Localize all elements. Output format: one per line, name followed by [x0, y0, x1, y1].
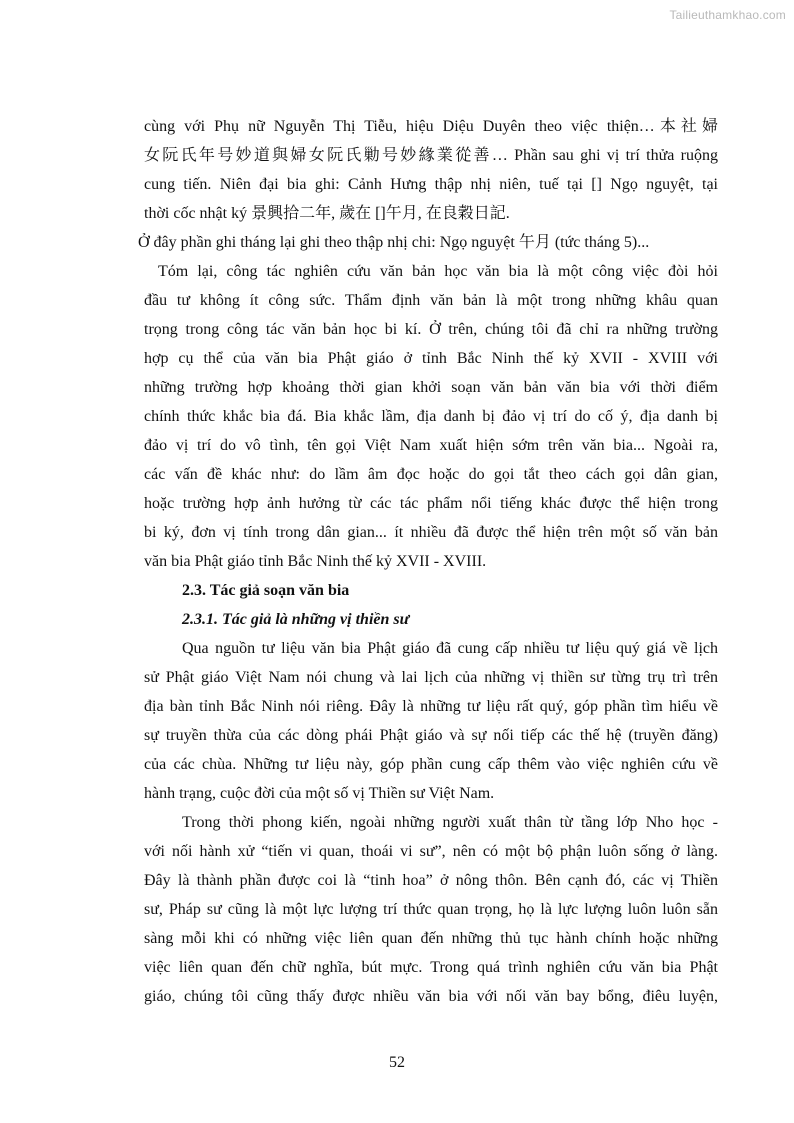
page-number: 52 — [389, 1054, 405, 1071]
text-line: thời cốc nhật ký 景興拾二年, 歲在 []午月, 在良穀日記. — [144, 205, 510, 222]
text-line: đầu tư không ít công sức. Thẩm định văn bản là một trong những khâu quan — [144, 292, 718, 309]
text-line: văn bia Phật giáo tỉnh Bắc Ninh thế kỷ XVII - XVIII. — [144, 553, 487, 570]
text-line: địa bàn tỉnh Bắc Ninh nói riêng. Đây là những tư liệu rất quý, góp phần tìm hiểu về — [144, 698, 718, 715]
text-line: Đây là thành phần được coi là “tinh hoa” ở nông thôn. Bên cạnh đó, các vị Thiền — [144, 872, 718, 889]
text-line: của các chùa. Những tư liệu này, góp phần cung cấp thêm vào việc nghiên cứu về — [144, 756, 718, 773]
subsection-heading: 2.3.1. Tác giả là những vị thiền sư — [182, 611, 410, 628]
text-line: việc liên quan đến chữ nghĩa, bút mực. Trong quá trình nghiên cứu văn bia Phật — [144, 959, 718, 976]
section-heading: 2.3. Tác giả soạn văn bia — [182, 582, 350, 599]
page-body — [138, 112, 718, 1011]
text-line: hợp cụ thể của văn bia Phật giáo ở tỉnh Bắc Ninh thế kỷ XVII - XVIII với — [144, 350, 718, 367]
text-line: sử Phật giáo Việt Nam nói chung và lai lịch của những vị thiền sư từng trụ trì trên — [144, 669, 718, 686]
text-line: giáo, chúng tôi cũng thấy được nhiều văn bia với nối văn bay bổng, điêu luyện, — [144, 988, 718, 1005]
text-line: sư, Pháp sư cũng là một lực lượng trí thức quan trọng, họ là lực lượng luôn luôn sẵn — [144, 901, 718, 918]
text-line: chính thức khắc bia đá. Bia khắc lầm, địa danh bị đảo vị trí do cố ý, địa danh bị — [144, 408, 718, 425]
text-line: những trường hợp khoảng thời gian khởi soạn văn bản văn bia với thời điểm — [144, 379, 718, 396]
text-line: Tóm lại, công tác nghiên cứu văn bản học văn bia là một công việc đòi hỏi — [158, 263, 718, 280]
text-line: Ở đây phần ghi tháng lại ghi theo thập nhị chi: Ngọ nguyệt 午月 (tức tháng 5)... — [138, 234, 650, 251]
text-line: đảo vị trí do vô tình, tên gọi Việt Nam xuất hiện sớm trên văn bia... Ngoài ra, — [144, 437, 718, 454]
text-line: Qua nguồn tư liệu văn bia Phật giáo đã cung cấp nhiều tư liệu quý giá về lịch — [182, 640, 718, 657]
text-line: 女阮氏年号妙道與婦女阮氏勦号妙緣業從善… Phần sau ghi vị trí thửa ruộng — [144, 147, 718, 164]
text-line: các vấn đề khác như: do lầm âm đọc hoặc do gọi tắt theo cách gọi dân gian, — [144, 466, 718, 483]
text-line: sự truyền thừa của các dòng phái Phật giáo và sự nối tiếp các thế hệ (truyền đăng) — [144, 727, 718, 744]
text-line: với nối hành xử “tiến vi quan, thoái vi sư”, nên có một bộ phận luôn sống ở làng. — [144, 843, 718, 860]
watermark: Tailieuthamkhao.com — [669, 8, 786, 22]
text-line: cung tiến. Niên đại bia ghi: Cảnh Hưng thập nhị niên, tuế tại [] Ngọ nguyệt, tại — [144, 176, 718, 193]
text-line: bi ký, đơn vị tính trong dân gian... ít nhiều đã được thể hiện trên một số văn bản — [144, 524, 718, 541]
text-line: cùng với Phụ nữ Nguyễn Thị Tiễu, hiệu Diệu Duyên theo việc thiện…本社婦 — [144, 118, 718, 135]
text-line: trọng trong công tác văn bản học bi kí. Ở trên, chúng tôi đã chỉ ra những trường — [144, 321, 718, 338]
text-line: Trong thời phong kiến, ngoài những người xuất thân từ tầng lớp Nho học - — [182, 814, 718, 831]
text-line: sàng mỗi khi có những việc liên quan đến những thủ tục hành chính hoặc những — [144, 930, 718, 947]
text-line: hoặc trường hợp ảnh hưởng từ các tác phẩm nổi tiếng khác được thể hiện trong — [144, 495, 718, 512]
text-line: hành trạng, cuộc đời của một số vị Thiền sư Việt Nam. — [144, 785, 495, 802]
